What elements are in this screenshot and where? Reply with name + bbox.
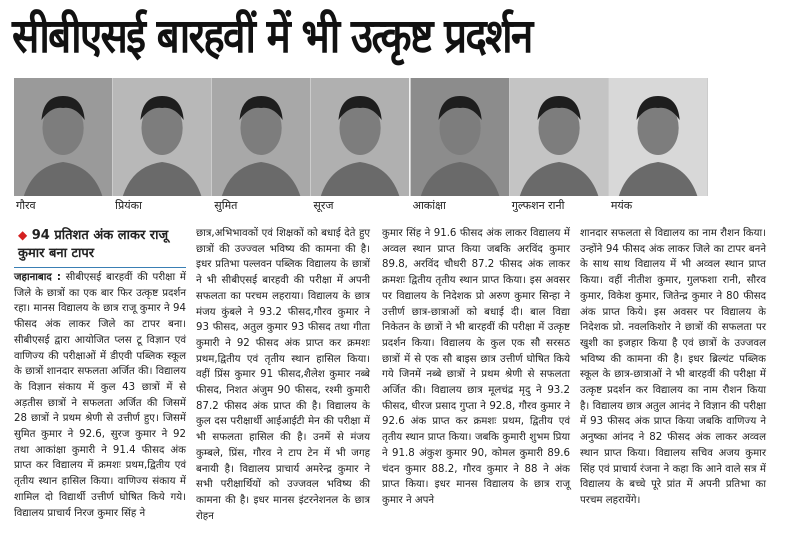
student-photo xyxy=(14,78,113,196)
student-photo xyxy=(411,78,510,196)
article-column-3: कुमार सिंह ने 91.6 फीसद अंक लाकर विद्यालय में अव्वल स्थान प्राप्त किया जबकि अरविंद कुमार 89.8, अरविंद चौधरी 87.2 फीसद अंक लाकर क्रमशः द्वितीय तृतीय स्थान प्राप्त किया। इस अवसर पर विद्यालय के निदेशक प्रो अरुण कुमार सिन्हा ने उत्तीर्ण छात्र-छात्राओं को बधाई दी। बाल विद्या निकेतन के छात्रों ने भी बारहवीं की परीक्षा में उत्कृष्ट प्रदर्शन किया। विद्यालय के कुल एक सौ सरसठ छात्रों में से एक सौ बाइस छात्र उत्तीर्ण घोषित किये गये जिनमें नब्बे छात्रों ने प्रथम श्रेणी से सफलता अर्जित की। विद्यालय छात्र मूलचंद्र मृदु ने 93.2 फीसद, धीरज प्रसाद गुप्ता ने 92.8, गौरव कुमार ने 92.6 अंक प्राप्त कर क्रमशः प्रथम, द्वितीय एवं तृतीय स्थान प्राप्त किया। जबकि कुमारी शुभम प्रिया ने 91.8 अंकुश कुमार 90, कोमल कुमारी 89.6 चंदन कुमार 88.2, गौरव कुमार ने 88 ने अंक प्राप्त किया। इधर मानस विद्यालय के छात्र राजू कुमार ने अपने xyxy=(382,228,570,506)
article-column-2: छात्र,अभिभावकों एवं शिक्षकों को बधाई देते हुए छात्रों की उज्ज्वल भविष्य की कामना की है। इधर प्रतिभा पल्लवन पब्लिक विद्यालय के छात्रों ने भी सीबीएसई बारहवी की परीक्षा में अपनी सफलता का परचम लहराया। विद्यालय के छात्र मंजय कुंबले ने 93.2 फीसद,गौरव कुमार ने 93 फीसद, अतुल कुमार 93 फीसद तथा गीता कुमारी ने 92 फीसद अंक प्राप्त कर क्रमशः प्रथम,द्वितीय एवं तृतीय स्थान हासिल किया। वहीं प्रिंस कुमार 91 फीसद,शैलेश कुमार नब्बे फीसद, निशत अंजुम 90 फीसद, रश्मी कुमारी 87.2 फीसद अंक प्राप्त की है। विद्यालय के कुल दस परीक्षार्थी आईआईटी मेन की परीक्षा में भी सफलता हासिल की है। उनमें से मंजय कुम्बले, प्रिंस, गौरव ने टाप टेन में भी जगह बनायी है। विद्यालय प्राचार्य अमरेन्द्र कुमार ने सभी परीक्षार्थियों को उज्जवल भविष्य की कामना की है। इधर मानस इंटरनेशनल के छात्र रोहन xyxy=(196,228,370,522)
subheadline-text: 94 प्रतिशत अंक लाकर राजू कुमार बना टापर xyxy=(18,228,169,261)
photo-caption: मयंक xyxy=(610,199,633,212)
subhead-divider xyxy=(14,267,186,268)
student-photo xyxy=(609,78,708,196)
photo-caption: गौरव xyxy=(16,199,36,212)
headline: सीबीएसई बारहवीं में भी उत्कृष्ट प्रदर्शन xyxy=(12,9,532,64)
article-column-1 xyxy=(14,270,186,521)
student-photo xyxy=(212,78,311,196)
photo-strip xyxy=(14,78,708,196)
bullet-icon: ◆ xyxy=(18,228,28,242)
article-column-4: शानदार सफलता से विद्यालय का नाम रौशन किया। उन्होंने 94 फीसद अंक लाकर जिले का टापर बनने के साथ साथ विद्यालय में भी अव्वल स्थान प्राप्त किया। वहीं नीतीश कुमार, गुलफशा रानी, सौरव कुमार, विकेश कुमार, जितेन्द्र कुमार ने 80 फीसद अंक प्राप्त किये। इस अवसर पर विद्यालय के निदेशक प्रो. नवलकिशोर ने छात्रों की सफलता पर खुशी का इजहार किया है एवं छात्रों के उज्जवल भविष्य की कामना की है। इधर ब्रिल्यंट पब्लिक स्कूल के छात्र-छात्राओं ने भी बारहवीं की परीक्षा में उत्कृष्ट प्रदर्शन कर विद्यालय का नाम रौशन किया है। विद्यालय छात्र अतुल आनंद ने विज्ञान की परीक्षा में 93 फीसद अंक प्राप्त किया जबकि वाणिज्य ने अनुष्का आंनद ने 82 फीसद अंक लाकर अव्वल स्थान प्राप्त किया। विद्यालय सचिव अजय कुमार सिंह एवं प्राचार्य रंजना ने कहा कि आने वाले सत्र में विद्यालय के बच्चे पूरे प्रांत में अपनी प्रतिभा का परचम लहरायेंगे। xyxy=(580,228,766,506)
photo-captions xyxy=(14,198,708,213)
dateline: जहानाबाद : xyxy=(14,272,61,283)
photo-caption: आकांक्षा xyxy=(412,199,446,212)
subheadline xyxy=(18,226,184,263)
photo-caption: गुल्फशन रानी xyxy=(511,199,565,212)
student-photo xyxy=(113,78,212,196)
student-photo xyxy=(311,78,410,196)
photo-caption: प्रियंका xyxy=(115,199,142,212)
student-photo xyxy=(510,78,609,196)
column-text: सीबीएसई बारहवीं की परीक्षा में जिले के छात्रों का एक बार फिर उत्कृष्ट प्रदर्शन रहा। मानस विद्यालय के छात्र राजू कुमार ने 94 फीसद अंक लाकर जिले का टापर बना। सीबीएसई द्वारा आयोजित प्लस टू विज्ञान एवं वाणिज्य की परीक्षाओं में डीएवी पब्लिक स्कूल के छात्रों शानदार सफलता अर्जित की। विद्यालय के विज्ञान संकाय में कुल 43 छात्रों में से अड़तीस छात्रों ने सफलता अर्जित की जिसमें 28 छात्रों ने प्रथम श्रेणी से उत्तीर्ण हुए। जिसमें सुमित कुमार ने 92.6, सुरज कुमार ने 92 तथा आकांक्षा कुमारी ने 91.4 फीसद अंक प्राप्त कर विद्यालय में क्रमशः प्रथम,द्वितीय एवं तृतीय स्थान हासिल किया। वाणिज्य संकाय में शामिल दो विद्यार्थी उत्तीर्ण घोषित किये गये। विद्यालय प्राचार्य निरज कुमार सिंह ने xyxy=(14,272,186,519)
photo-caption: सुमित xyxy=(214,199,238,212)
photo-caption: सूरज xyxy=(313,199,334,212)
